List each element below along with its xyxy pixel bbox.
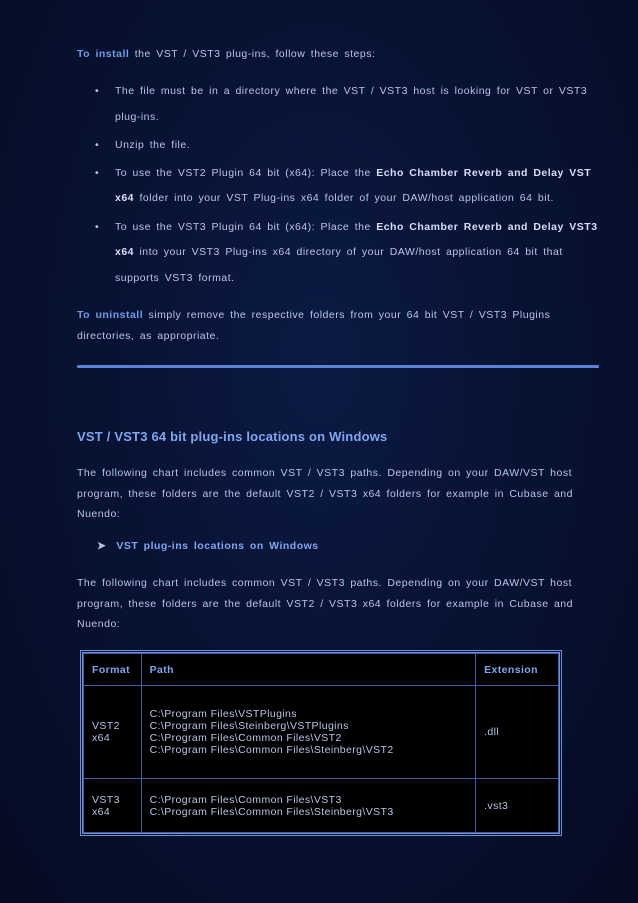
plugin-name: Echo Chamber Reverb and Delay VST x64 [115, 166, 592, 204]
header-format: Format [84, 654, 142, 686]
locations-table [80, 650, 562, 836]
list-item [95, 133, 600, 159]
bullet-icon: • [95, 139, 100, 151]
arrow-bullet-icon: ➤ [97, 540, 107, 552]
install-steps-list [95, 79, 600, 291]
step-text: To use the VST3 Plugin 64 bit (x64): Place the [115, 220, 377, 233]
path-cell [141, 686, 476, 779]
step-text: folder into your VST Plug-ins x64 folder of your DAW/host application 64 bit. [134, 192, 554, 204]
table-row [84, 686, 559, 779]
bullet-icon: • [95, 85, 100, 97]
path-line: C:\Program Files\Steinberg\VSTPlugins [149, 720, 349, 733]
format-name: VST2 [92, 720, 120, 733]
install-paragraph [77, 44, 597, 65]
step-text: Unzip the file. [115, 139, 191, 151]
format-arch: x64 [92, 732, 111, 745]
uninstall-lead: To uninstall [77, 309, 144, 321]
install-text: the VST / VST3 plug-ins, follow these steps: [129, 48, 376, 60]
list-item [95, 215, 600, 292]
step-text: To use the VST2 Plugin 64 bit (x64): Place the [115, 166, 377, 179]
header-path: Path [141, 654, 476, 686]
path-line: C:\Program Files\Common Files\VST2 [149, 732, 342, 745]
extension-cell: .dll [476, 686, 559, 779]
intro-paragraph: The following chart includes common VST / VST3 paths. Depending on your DAW/VST host program, these folders are the default VST2 / VST3 x64 folders for example in Cubase and Nuendo: [77, 467, 573, 520]
format-cell [84, 686, 142, 779]
list-item [95, 161, 600, 212]
intro-paragraph-2: The following chart includes common VST / VST3 paths. Depending on your DAW/VST host program, these folders are the default VST2 / VST3 x64 folders for example in Cubase and Nuendo: [77, 577, 573, 630]
paths-table [83, 653, 559, 833]
path-line: C:\Program Files\VSTPlugins [149, 708, 297, 721]
path-line: C:\Program Files\Common Files\Steinberg\VST2 [149, 744, 394, 757]
table-row [84, 779, 559, 833]
section-heading: VST / VST3 64 bit plug-ins locations on Windows [77, 429, 388, 444]
extension-cell: .vst3 [476, 779, 559, 833]
subheading [97, 540, 319, 552]
uninstall-paragraph [77, 305, 597, 347]
install-lead: To install [77, 48, 130, 60]
path-cell [141, 779, 476, 833]
list-item [95, 79, 600, 130]
uninstall-text: simply remove the respective folders from your 64 bit VST / VST3 Plugins directories, as appropriate. [77, 309, 551, 342]
bullet-icon: • [95, 166, 100, 179]
section-divider [77, 365, 599, 368]
path-line: C:\Program Files\Common Files\VST3 [149, 793, 342, 806]
plugin-name: Echo Chamber Reverb and Delay VST3 x64 [115, 220, 598, 258]
header-extension: Extension [476, 654, 559, 686]
bullet-icon: • [95, 220, 100, 233]
format-name: VST3 [92, 793, 120, 806]
step-text: into your VST3 Plug-ins x64 directory of your DAW/host application 64 bit that supports VST3 format. [115, 246, 563, 284]
subheading-text: VST plug-ins locations on Windows [116, 540, 319, 552]
format-arch: x64 [92, 805, 111, 818]
format-cell [84, 779, 142, 833]
path-line: C:\Program Files\Common Files\Steinberg\VST3 [149, 805, 394, 818]
step-text: The file must be in a directory where the VST / VST3 host is looking for VST or VST3 plug-ins. [115, 85, 588, 123]
table-header-row [84, 654, 559, 686]
